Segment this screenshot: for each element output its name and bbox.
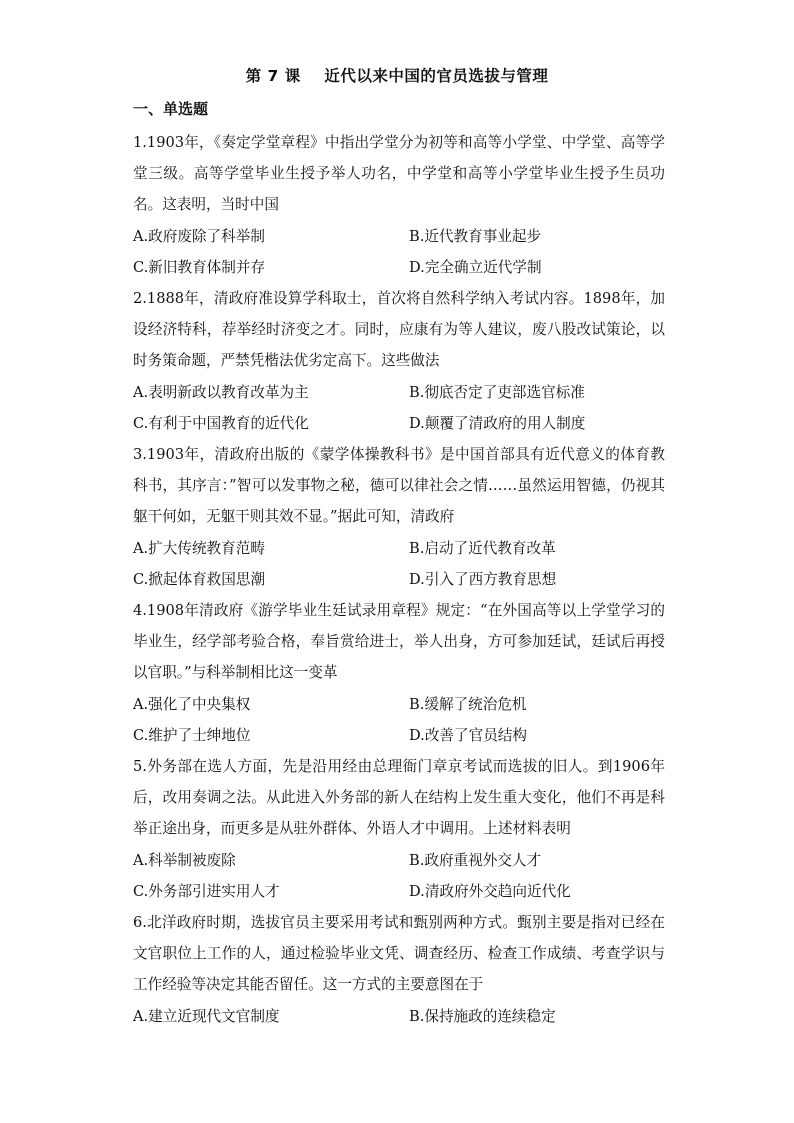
option-row — [133, 876, 665, 907]
option-c: C.新旧教育体制并存 — [133, 258, 266, 276]
question-6 — [133, 907, 665, 1032]
question-stem: 5.外务部在选人方面，先是沿用经由总理衙门章京考试而选拔的旧人。到1906年后，改用奏调之法。从此进入外务部的新人在结构上发生重大变化，他们不再是科举正途出身，而更多是从驻外群体、外语人才中调用。上述材料表明 — [133, 758, 665, 838]
section-heading: 一、单选题 — [133, 100, 209, 118]
option-a: A.表明新政以教育改革为主 — [133, 383, 309, 401]
option-b: B.彻底否定了吏部选官标准 — [409, 383, 585, 401]
option-row — [133, 845, 665, 876]
option-row — [133, 689, 665, 720]
option-a: A.扩大传统教育范畴 — [133, 539, 265, 557]
option-row — [133, 377, 665, 408]
option-b: B.政府重视外交人才 — [409, 851, 542, 869]
question-3 — [133, 439, 665, 595]
option-row — [133, 408, 665, 439]
option-d: D.引入了西方教育思想 — [409, 570, 557, 588]
question-4 — [133, 595, 665, 751]
option-d: D.清政府外交趋向近代化 — [409, 882, 571, 900]
question-stem: 2.1888年，清政府准设算学科取士，首次将自然科学纳入考试内容。1898年，加设经济特科，荐举经时济变之才。同时，应康有为等人建议，废八股改试策论，以时务策命题，严禁凭楷法优劣定高下。这些做法 — [133, 290, 665, 370]
option-a: A.政府废除了科举制 — [133, 227, 265, 245]
option-row — [133, 221, 665, 252]
option-a: A.科举制被废除 — [133, 851, 236, 869]
option-a: A.建立近现代文官制度 — [133, 1007, 280, 1025]
option-d: D.完全确立近代学制 — [409, 258, 542, 276]
option-c: C.有利于中国教育的近代化 — [133, 414, 309, 432]
option-b: B.缓解了统治危机 — [409, 695, 527, 713]
option-row — [133, 252, 665, 283]
option-row — [133, 720, 665, 751]
lesson-title: 第 7 课 近代以来中国的官员选拔与管理 — [245, 67, 549, 85]
question-list — [133, 127, 665, 1032]
option-d: D.颠覆了清政府的用人制度 — [409, 414, 586, 432]
option-row — [133, 1001, 665, 1032]
question-2 — [133, 283, 665, 439]
option-b: B.保持施政的连续稳定 — [409, 1007, 556, 1025]
option-b: B.启动了近代教育改革 — [409, 539, 556, 557]
option-c: C.维护了士绅地位 — [133, 726, 251, 744]
question-stem: 4.1908年清政府《游学毕业生廷试录用章程》规定：“在外国高等以上学堂学习的毕业生，经学部考验合格，奉旨赏给进士，举人出身，方可参加廷试，廷试后再授以官职。”与科举制相比这一变革 — [133, 602, 665, 682]
option-a: A.强化了中央集权 — [133, 695, 251, 713]
question-5 — [133, 751, 665, 907]
option-row — [133, 564, 665, 595]
option-d: D.改善了官员结构 — [409, 726, 527, 744]
question-stem: 3.1903年，清政府出版的《蒙学体操教科书》是中国首部具有近代意义的体育教科书，其序言：”智可以发事物之秘，德可以律社会之情……虽然运用智德，仍视其躯干何如，无躯干则其效不显。”据此可知，清政府 — [133, 446, 665, 526]
question-1 — [133, 127, 665, 283]
question-stem: 6.北洋政府时期，选拔官员主要采用考试和甄别两种方式。甄别主要是指对已经在文官职位上工作的人，通过检验毕业文凭、调查经历、检查工作成绩、考查学识与工作经验等决定其能否留任。这一方式的主要意图在于 — [133, 914, 665, 994]
question-stem: 1.1903年，《奏定学堂章程》中指出学堂分为初等和高等小学堂、中学堂、高等学堂三级。高等学堂毕业生授予举人功名，中学堂和高等小学堂毕业生授予生员功名。这表明，当时中国 — [133, 134, 665, 214]
option-c: C.外务部引进实用人才 — [133, 882, 280, 900]
option-b: B.近代教育事业起步 — [409, 227, 542, 245]
option-c: C.掀起体育救国思潮 — [133, 570, 266, 588]
option-row — [133, 533, 665, 564]
